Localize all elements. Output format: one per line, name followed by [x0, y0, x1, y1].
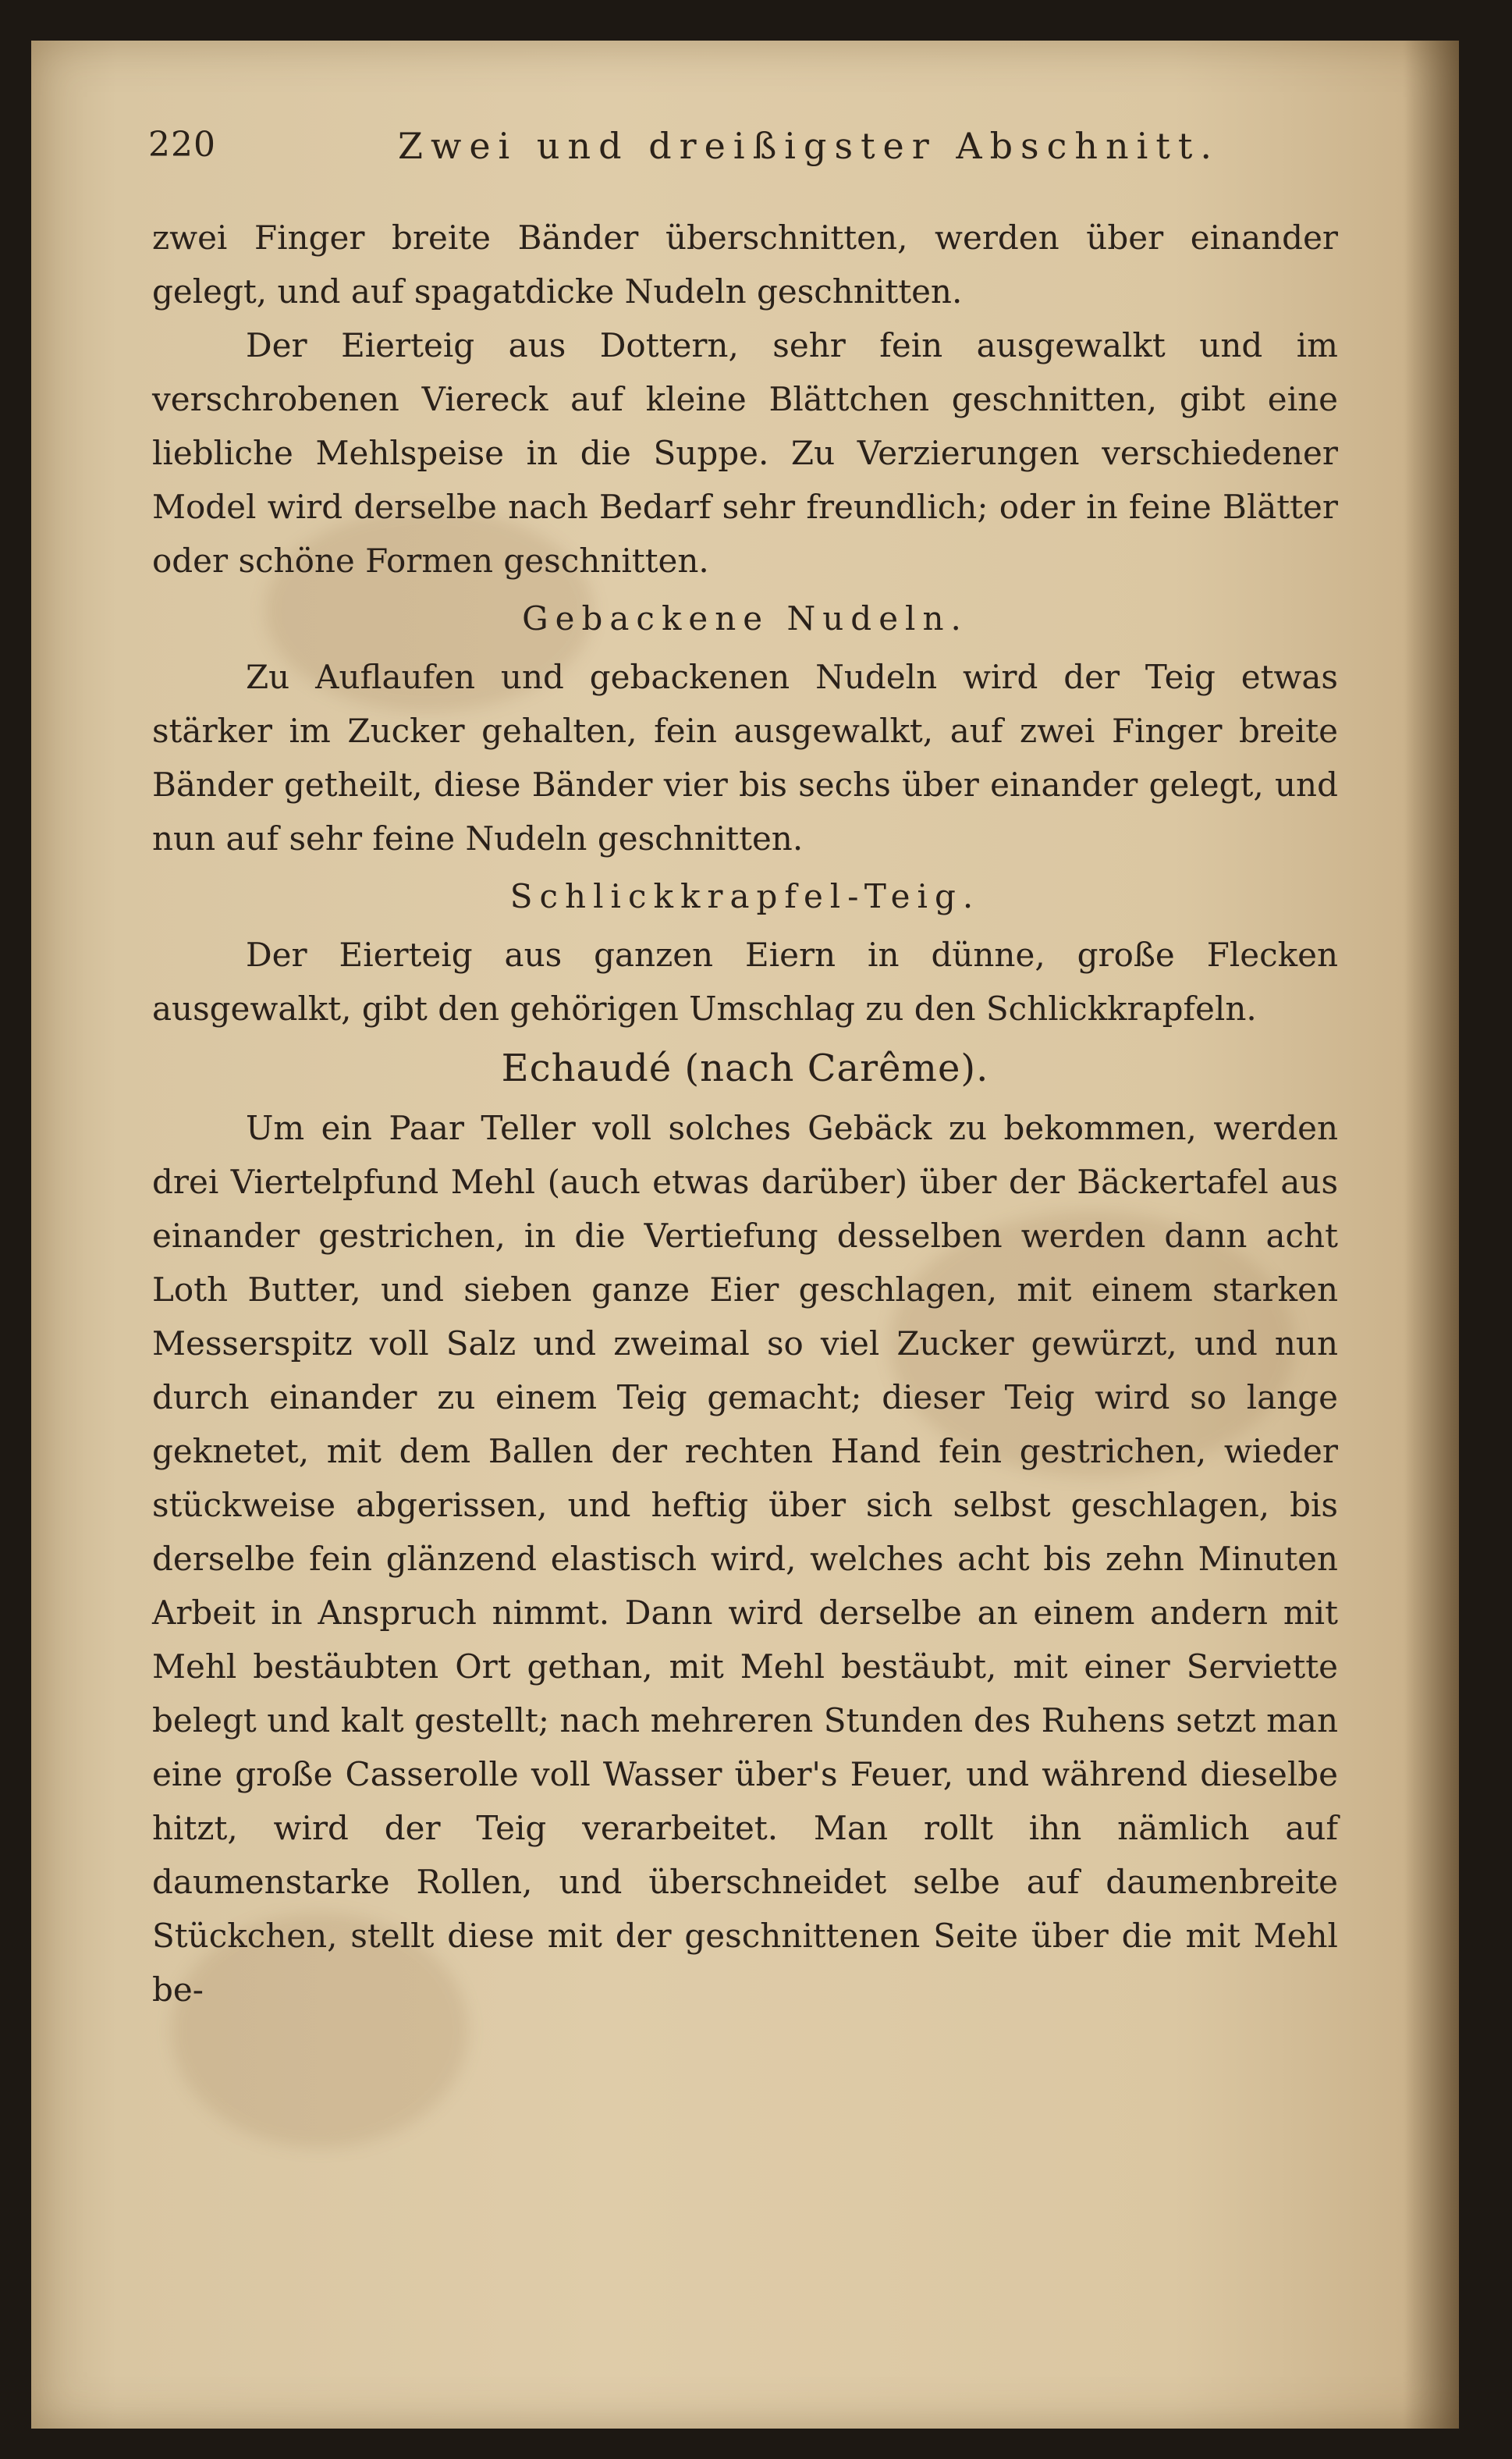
paragraph: Zu Auflaufen und gebackenen Nudeln wird der Teig etwas stärker im Zucker gehalten, fein ausgewalkt, auf zwei Finger breite Bänder getheilt, diese Bänder vier bis sechs über einander gelegt, und nun auf sehr feine Nudeln geschnitten.	[152, 658, 1338, 858]
chapter-heading: Zwei und dreißigster Abschnitt.	[398, 125, 1219, 167]
section-heading: Gebackene Nudeln.	[522, 599, 968, 638]
page-number: 220	[148, 125, 216, 165]
paragraph: Um ein Paar Teller voll solches Gebäck zu bekommen, werden drei Viertelpfund Mehl (auch etwas darüber) über der Bäckertafel aus einander gestrichen, in die Vertiefung desselben werden dann acht Loth Butter, und sieben ganze Eier geschlagen, mit einem starken Messerspitz voll Salz und zweimal so viel Zucker gewürzt, und nun durch einander zu einem Teig gemacht; dieser Teig wird so lange geknetet, mit dem Ballen der rechten Hand fein gestrichen, wieder stückweise abgerissen, und heftig über sich selbst geschlagen, bis derselbe fein glänzend elastisch wird, welches acht bis zehn Minuten Arbeit in Anspruch nimmt. Dann wird derselbe an einem andern mit Mehl bestäubten Ort gethan, mit Mehl bestäubt, mit einer Serviette belegt und kalt gestellt; nach mehreren Stunden des Ruhens setzt man eine große Casserolle voll Wasser über's Feuer, und während dieselbe hitzt, wird der Teig verarbeitet. Man rollt ihn nämlich auf daumenstarke Rollen, und überschneidet selbe auf daumenbreite Stückchen, stellt diese mit der geschnittenen Seite über die mit Mehl be-	[152, 1109, 1338, 2009]
section-heading: Schlickkrapfel-Teig.	[509, 877, 981, 915]
page-edge-shadow	[1404, 41, 1459, 2429]
paragraph: Der Eierteig aus Dottern, sehr fein ausgewalkt und im verschrobenen Viereck auf kleine Blättchen geschnitten, gibt eine liebliche Mehlspeise in die Suppe. Zu Verzierungen verschiedener Model wird derselbe nach Bedarf sehr freundlich; oder in feine Blätter oder schöne Formen geschnitten.	[152, 326, 1338, 580]
page-body	[152, 211, 1338, 2017]
running-head	[148, 125, 1334, 195]
paragraph: zwei Finger breite Bänder überschnitten, werden über einander gelegt, und auf spagatdicke Nudeln geschnitten.	[152, 219, 1338, 311]
section-heading: Echaudé (nach Carême).	[501, 1046, 989, 1090]
paragraph: Der Eierteig aus ganzen Eiern in dünne, große Flecken ausgewalkt, gibt den gehörigen Umschlag zu den Schlickkrapfeln.	[152, 936, 1338, 1028]
